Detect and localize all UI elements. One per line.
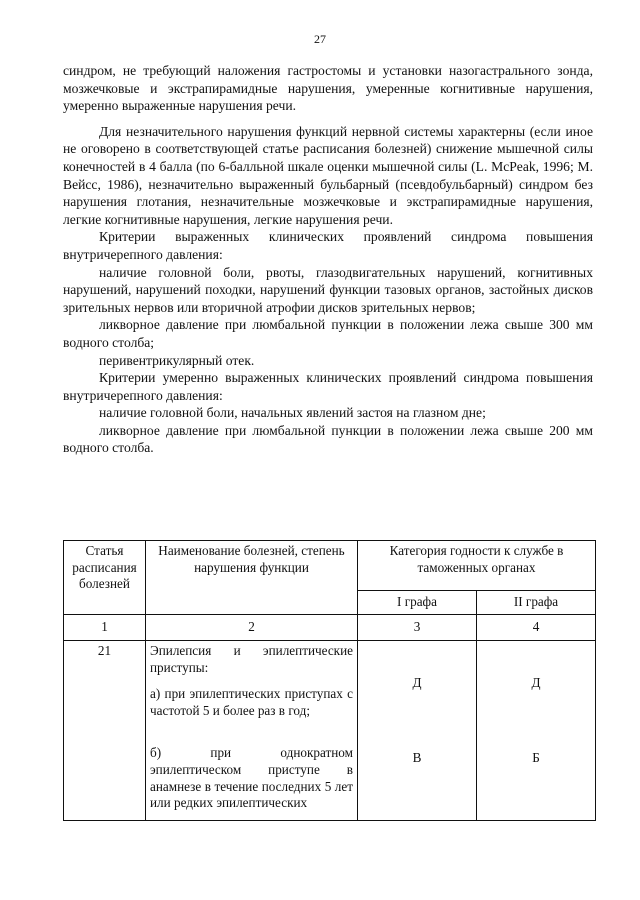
row-article: 21 [64, 641, 146, 821]
paragraph: Для незначительного нарушения функций нервной системы характерны (если иное не оговорено в соответствующей статье расписания болезней) снижение мышечной силы конечностей в 4 балла (по 6-балльной шкале оценки мышечной силы (L. McPeak, 1996; М. Вейсс, 1986), незначительно выраженный бульбарный (псевдобульбарный) синдром без нарушения глотания, незначительные мозжечковые и экстрапирамидные нарушения, легкие когнитивные нарушения, легкие нарушения речи. [63, 123, 593, 227]
item-a-col1: Д [412, 675, 422, 690]
paragraph: ликворное давление при люмбальной пункции в положении лежа свыше 300 мм водного столба; [63, 317, 593, 350]
row-item-b: б) при однократном эпилептическом приступе в анамнезе в течение последних 5 лет или редких эпилептических [150, 745, 353, 811]
paragraph: Критерии умеренно выраженных клинических проявлений синдрома повышения внутричерепного давления: [63, 370, 593, 403]
paragraph: наличие головной боли, начальных явлений застоя на глазном дне; [99, 405, 486, 421]
header-col1: I графа [358, 591, 477, 615]
header-category: Категория годности к службе в таможенных органах [358, 541, 596, 591]
header-article: Статья расписания болезней [64, 541, 146, 615]
row-description [146, 641, 358, 821]
paragraph: перивентрикулярный отек. [99, 352, 255, 368]
item-b-col2: Б [532, 749, 540, 765]
row-title: Эпилепсия и эпилептические приступы: [150, 643, 353, 675]
column-number: 4 [477, 615, 596, 641]
item-b-col1: В [412, 749, 422, 765]
page-number: 27 [314, 32, 326, 46]
row-col1 [358, 641, 477, 821]
paragraph: ликворное давление при люмбальной пункции в положении лежа свыше 200 мм водного столба. [63, 422, 593, 456]
body-text [63, 62, 593, 457]
column-number: 2 [146, 615, 358, 641]
header-col2: II графа [477, 591, 596, 615]
paragraph: синдром, не требующий наложения гастростомы и установки назогастрального зонда, мозжечковые и экстрапирамидные нарушения, умеренные когнитивные нарушения, умеренно выраженные нарушения речи. [63, 63, 593, 114]
header-disease: Наименование болезней, степень нарушения функции [146, 541, 358, 615]
column-number: 3 [358, 615, 477, 641]
disease-schedule-table [63, 540, 596, 821]
row-item-a: а) при эпилептических приступах с частотой 5 и более раз в год; [150, 686, 353, 718]
row-col2 [477, 641, 596, 821]
paragraph: наличие головной боли, рвоты, глазодвигательных нарушений, когнитивных нарушений, нарушений походки, нарушений функции тазовых органов, застойных дисков зрительных нервов или вторичной атрофии дисков зрительных нервов; [63, 264, 593, 315]
item-a-col2: Д [531, 675, 541, 690]
paragraph: Критерии выраженных клинических проявлений синдрома повышения внутричерепного давления: [63, 229, 593, 262]
column-number: 1 [64, 615, 146, 641]
